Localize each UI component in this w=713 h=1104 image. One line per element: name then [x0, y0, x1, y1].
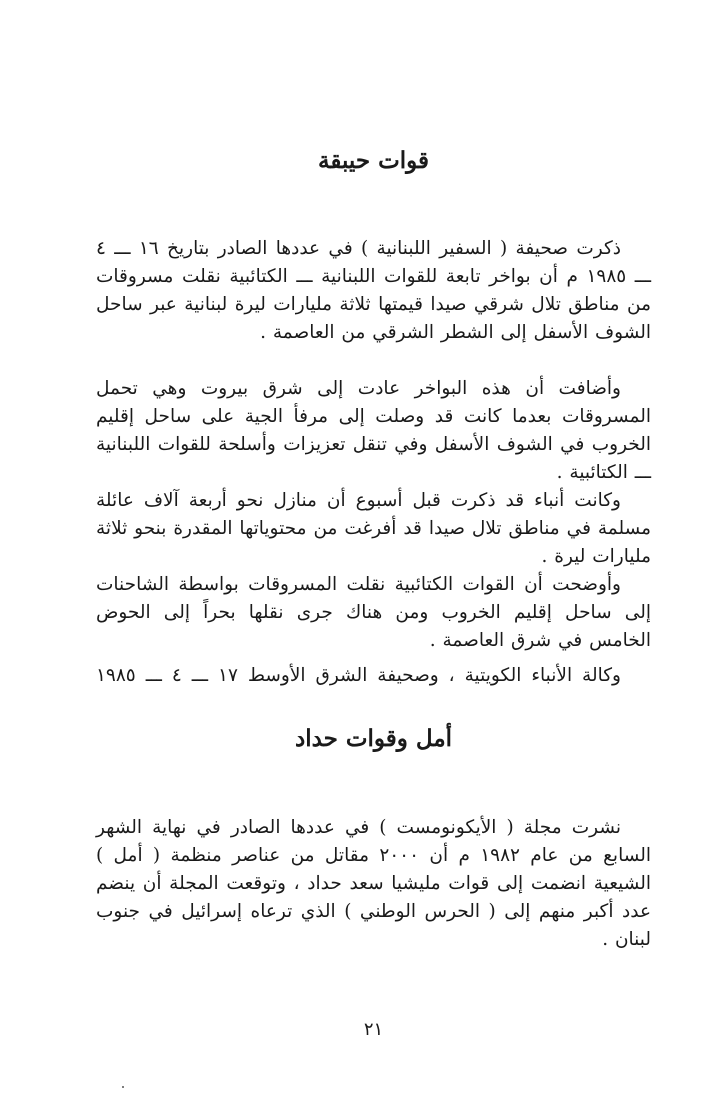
book-page	[96, 0, 651, 1104]
scan-speck	[122, 1086, 124, 1088]
section-title-habeeqa: قوات حيبقة	[318, 147, 429, 174]
paragraph-3: وكانت أنباء قد ذكرت قبل أسبوع أن منازل نحو أربعة آلاف عائلة مسلمة في مناطق تلال صيدا قد أفرغت من محتوياتها المقدرة بنحو ثلاثة مليارات ليرة .	[96, 490, 651, 567]
paragraph-4: وأوضحت أن القوات الكتائبية نقلت المسروقات بواسطة الشاحنات إلى ساحل إقليم الخروب ومن هناك جرى نقلها بحراً إلى الحوض الخامس في شرق العاصمة .	[96, 574, 651, 651]
page-number: ٢١	[363, 1019, 384, 1040]
paragraph-1: ذكرت صحيفة ( السفير اللبنانية ) في عددها الصادر بتاريخ ١٦ ـــ ٤ ـــ ١٩٨٥ م أن بواخر تابعة للقوات اللبنانية ـــ الكتائبية نقلت مسروقات من مناطق تلال شرقي صيدا قيمتها ثلاثة مليارات ليرة لبنانية عبر ساحل الشوف الأسفل إلى الشطر الشرقي من العاصمة .	[96, 238, 652, 343]
section-title-amal-haddad: أمل وقوات حداد	[294, 725, 453, 752]
source-citation: وكالة الأنباء الكويتية ، وصحيفة الشرق الأوسط ١٧ ـــ ٤ ـــ ١٩٨٥	[96, 665, 621, 686]
paragraph-2: وأضافت أن هذه البواخر عادت إلى شرق بيروت وهي تحمل المسروقات بعدما كانت قد وصلت إلى مرفأ الجية على ساحل إقليم الخروب في الشوف الأسفل وفي تنقل تعزيزات وأسلحة للقوات اللبنانية ـــ الكتائبية .	[96, 378, 651, 483]
paragraph-5: نشرت مجلة ( الأيكونومست ) في عددها الصادر في نهاية الشهر السابع من عام ١٩٨٢ م أن ٢٠٠٠ مقاتل من عناصر منظمة ( أمل ) الشيعية انضمت إلى قوات مليشيا سعد حداد ، وتوقعت المجلة أن ينضم عدد أكبر منهم إلى ( الحرس الوطني ) الذي ترعاه إسرائيل في جنوب لبنان .	[96, 817, 652, 950]
